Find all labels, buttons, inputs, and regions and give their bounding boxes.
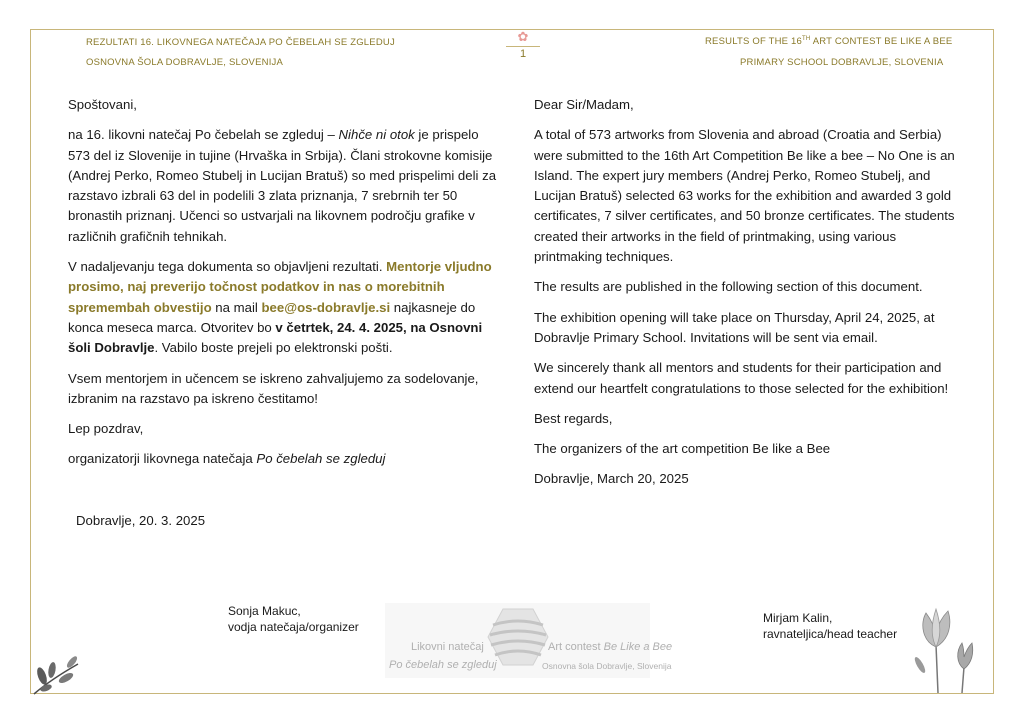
paragraph-sl-3: Vsem mentorjem in učencem se iskreno zahvaljujemo za sodelovanje, izbranim na razstavo pa iskreno čestitamo! xyxy=(68,370,479,406)
paragraph-sl-1: na 16. likovni natečaj Po čebelah se zgleduj – Nihče ni otok je prispelo 573 del iz Slovenije in tujine (Hrvaška in Srbija). Člani strokovne komisije (Andrej Perko, Romeo Stubelj in Lucijan Bratuš) so med prispelimi deli za razstavo izbrali 63 del in podelili 3 zlata priznanja, 7 srebrnih ter 50 bronastih priznanj. Učenci so ustvarjali na likovnem področju grafike v različnih grafičnih tehnikah. xyxy=(68,127,497,244)
letter-english xyxy=(534,95,966,500)
logo-text-sl-title: Likovni natečaj xyxy=(411,641,484,653)
paragraph-sl-2: V nadaljevanju tega dokumenta so objavljeni rezultati. Mentorje vljudno prosimo, naj preverijo točnost podatkov in nas o morebitnih spremembah obvestijo na mail bee@os-dobravlje.si najkasneje do konca meseca marca. Otvoritev bo v četrtek, 24. 4. 2025, na Osnovni šoli Dobravlje. Vabilo boste prejeli po elektronski pošti. xyxy=(68,259,492,356)
header-divider xyxy=(506,46,540,47)
logo-text-sl-name: Po čebelah se zgleduj xyxy=(389,659,497,671)
paragraph-en-1: A total of 573 artworks from Slovenia and abroad (Croatia and Serbia) were submitted to the 16th Art Competition Be like a bee – No One is an Island. The expert jury members (Andrej Perko, Romeo Stubelj, and Lucijan Bratuš) selected 63 works for the exhibition and awarded 3 gold certificates, 7 silver certificates, and 50 bronze certificates. The students created their artworks in the field of printmaking, using various printmaking techniques. xyxy=(534,127,955,265)
regards-en: Best regards, xyxy=(534,410,613,426)
contest-logo xyxy=(385,603,673,678)
header-left-school: OSNOVNA ŠOLA DOBRAVLJE, SLOVENIJA xyxy=(86,57,284,68)
header-left-title: REZULTATI 16. LIKOVNEGA NATEČAJA PO ČEBELAH SE ZGLEDUJ xyxy=(86,37,395,48)
organizers-sl: organizatorji likovnega natečaja Po čebelah se zgleduj xyxy=(68,451,386,467)
head-teacher-role: ravnateljica/head teacher xyxy=(763,627,898,641)
logo-text-en-title: Art contest Be Like a Bee xyxy=(548,641,673,653)
organizers-en: The organizers of the art competition Be like a Bee xyxy=(534,441,831,457)
paragraph-en-3: The exhibition opening will take place on Thursday, April 24, 2025, at Dobravlje Primary School. Invitations will be sent via email. xyxy=(534,309,935,345)
regards-sl: Lep pozdrav, xyxy=(68,421,144,437)
paragraph-en-4: We sincerely thank all mentors and students for their participation and extend our heartfelt congratulations to those selected for the exhibition! xyxy=(534,360,949,396)
signature-organizer xyxy=(228,603,359,635)
paragraph-en-2: The results are published in the following section of this document. xyxy=(534,279,923,295)
email-link[interactable]: bee@os-dobravlje.si xyxy=(261,299,391,315)
head-teacher-name: Mirjam Kalin, xyxy=(763,611,833,625)
header-right-school: PRIMARY SCHOOL DOBRAVLJE, SLOVENIA xyxy=(740,57,944,68)
date-sl: Dobravlje, 20. 3. 2025 xyxy=(76,513,206,528)
signature-head-teacher xyxy=(763,610,897,642)
greeting-sl: Spoštovani, xyxy=(68,97,137,112)
organizer-role: vodja natečaja/organizer xyxy=(228,620,359,634)
page-marker xyxy=(505,30,541,60)
logo-text-school: Osnovna šola Dobravlje, Slovenija xyxy=(542,661,672,671)
header-right-title: RESULTS OF THE 16TH ART CONTEST BE LIKE A BEE xyxy=(705,36,953,48)
greeting-en: Dear Sir/Madam, xyxy=(534,97,634,112)
branch-icon xyxy=(30,650,82,696)
date-en: Dobravlje, March 20, 2025 xyxy=(534,471,689,487)
organizer-name: Sonja Makuc, xyxy=(228,604,301,618)
page-number: 1 xyxy=(519,48,527,60)
flower-icon: ✿ xyxy=(517,29,529,44)
letter-slovene xyxy=(68,95,500,480)
lotus-icon xyxy=(910,605,980,693)
